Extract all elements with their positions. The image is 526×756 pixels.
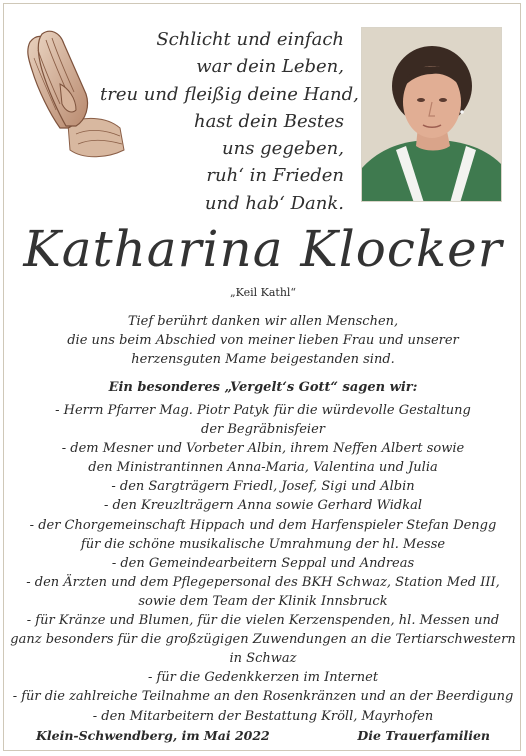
intro-line: die uns beim Abschied von meiner lieben Frau und unserer (67, 333, 459, 348)
poem-line: Schlicht und einfach (156, 29, 344, 50)
poem-line: hast dein Bestes (193, 110, 344, 132)
thanks-line: sowie dem Team der Klinik Innsbruck (138, 593, 388, 609)
thanks-line: - den Gemeindearbeitern Seppal und Andreas (111, 555, 415, 571)
poem-line: treu und fleißig deine Hand, (100, 83, 359, 105)
thanks-line: - Herrn Pfarrer Mag. Piotr Patyk für die würdevolle Gestaltung (55, 403, 471, 418)
intro-text (0, 312, 526, 369)
thanks-line: - den Ärzten und dem Pflegepersonal des BKH Schwaz, Station Med III, (26, 574, 500, 590)
poem (100, 26, 359, 217)
signature: Die Trauerfamilien (357, 728, 490, 743)
intro-line: Tief berührt danken wir allen Menschen, (127, 314, 399, 329)
thanks-line: - der Chorgemeinschaft Hippach und dem Harfenspieler Stefan Dengg (29, 517, 497, 533)
portrait-photo (361, 27, 502, 202)
deceased-name: Katharina Klocker (23, 220, 503, 278)
poem-line: war dein Leben, (196, 56, 344, 78)
thanks-line: den Ministrantinnen Anna-Maria, Valentina und Julia (88, 460, 438, 476)
thanks-heading: Ein besonderes „Vergelt‘s Gott“ sagen wir: (108, 380, 418, 395)
thanks-line: - den Mitarbeitern der Bestattung Kröll, Mayrhofen (92, 708, 434, 724)
thanks-line: ganz besonders für die großzügigen Zuwendungen an die Tertiarschwestern (10, 632, 516, 648)
thanks-line: der Begräbnisfeier (201, 422, 325, 438)
thanks-line: für die schöne musikalische Umrahmung der hl. Messe (80, 536, 446, 552)
poem-line: und hab‘ Dank. (204, 192, 344, 214)
thanks-line: - für die Gedenkkerzen im Internet (147, 670, 379, 686)
thanks-line: in Schwaz (229, 651, 297, 667)
thanks-line: - für die zahlreiche Teilnahme an den Rosenkränzen und an der Beerdigung (12, 689, 514, 705)
thanks-list (0, 401, 526, 726)
thanks-line: - für Kränze und Blumen, für die vielen Kerzenspenden, hl. Messen und (26, 613, 500, 629)
thanks-line: - den Kreuzlträgern Anna sowie Gerhard Widkal (103, 498, 423, 514)
thanks-line: - den Sargträgern Friedl, Josef, Sigi und Albin (111, 479, 415, 495)
place-and-date: Klein-Schwendberg, im Mai 2022 (36, 728, 270, 743)
thanks-line: - dem Mesner und Vorbeter Albin, ihrem Neffen Albert sowie (61, 441, 465, 457)
intro-line: herzensguten Mame beigestanden sind. (131, 352, 395, 367)
poem-line: uns gegeben, (222, 138, 344, 160)
nickname: „Keil Kathl“ (229, 286, 297, 299)
poem-line: ruh‘ in Frieden (206, 165, 344, 187)
